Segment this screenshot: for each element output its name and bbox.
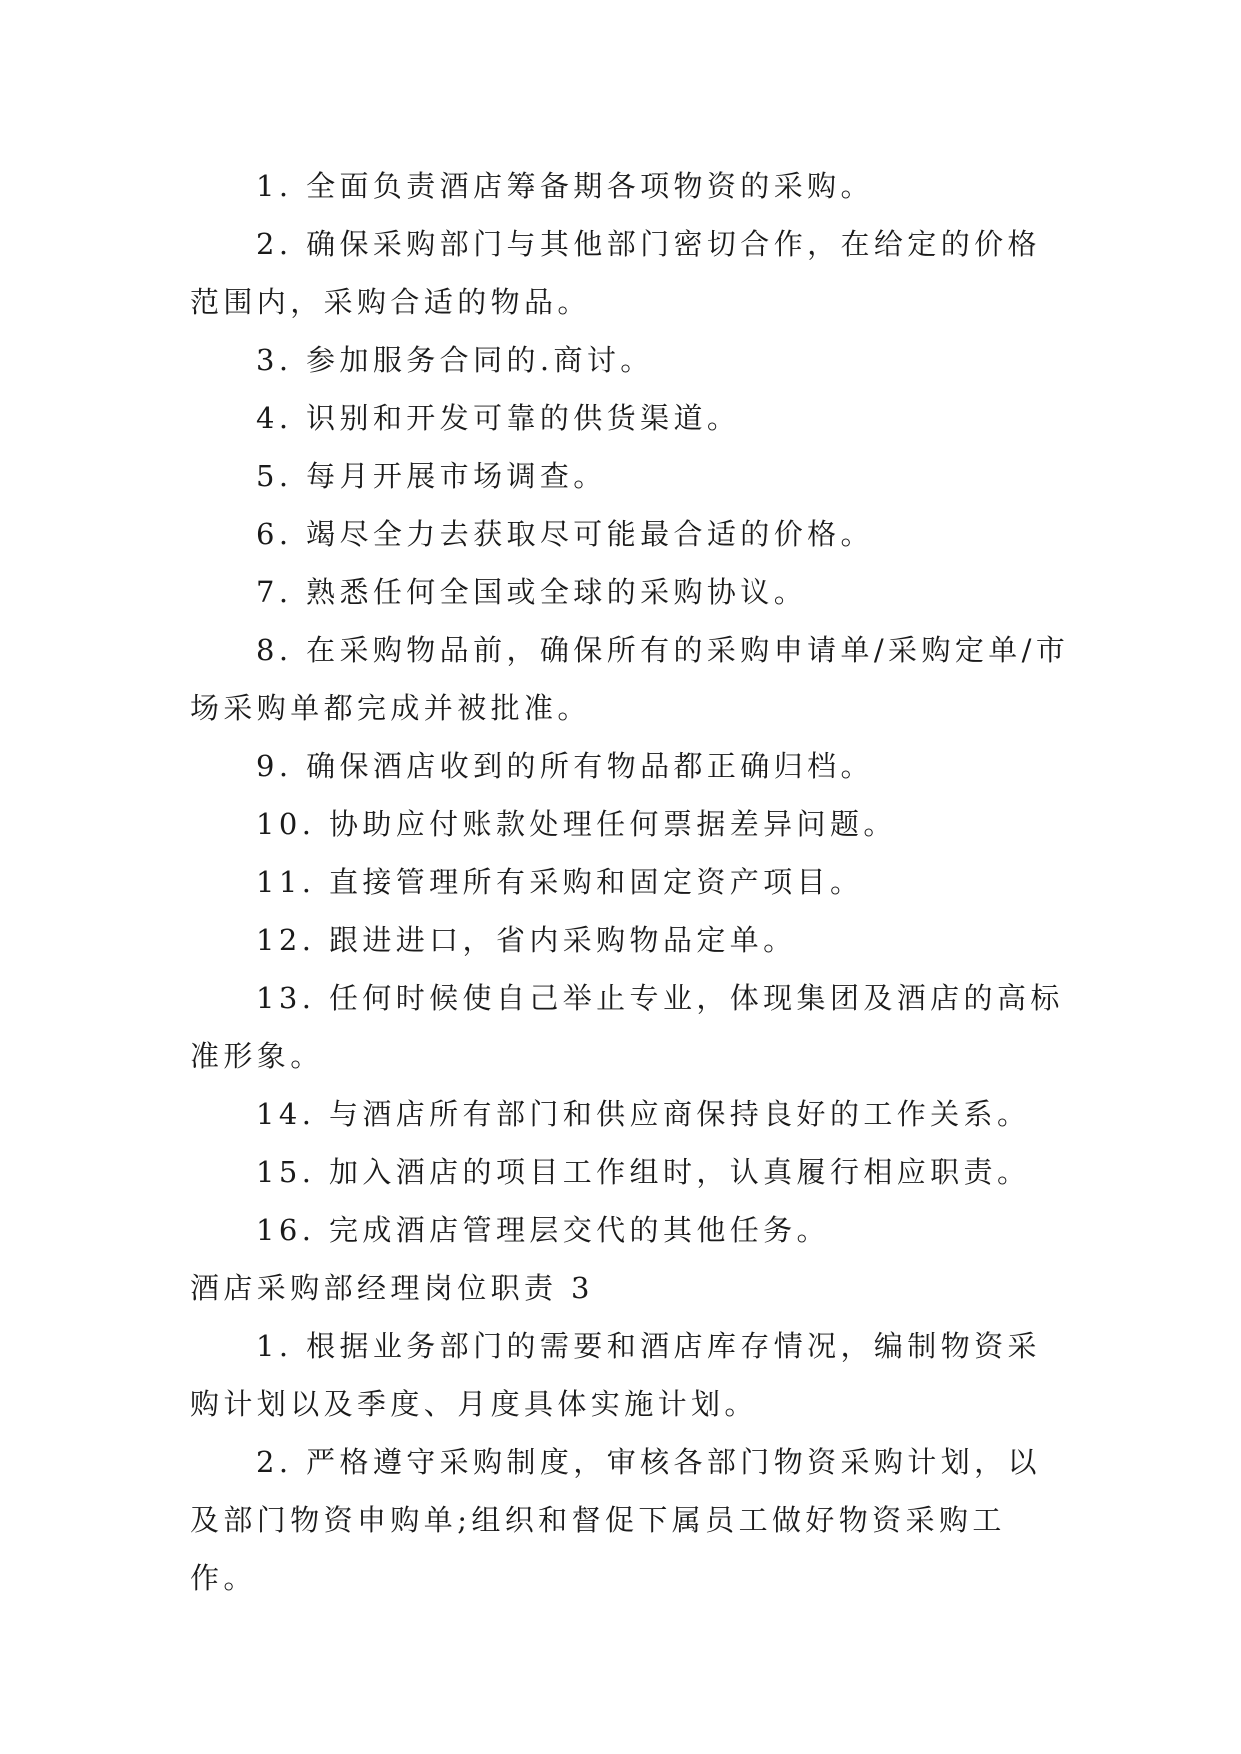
list-item: 9. 确保酒店收到的所有物品都正确归档。	[256, 749, 874, 783]
list-item: 14. 与酒店所有部门和供应商保持良好的工作关系。	[256, 1097, 1031, 1131]
list-item: 3. 参加服务合同的.商讨。	[256, 343, 654, 377]
list-item: 16. 完成酒店管理层交代的其他任务。	[256, 1213, 830, 1247]
list-item: 12. 跟进进口，省内采购物品定单。	[256, 923, 797, 957]
list-item: 13. 任何时候使自己举止专业，体现集团及酒店的高标准形象。	[190, 981, 1064, 1073]
list-item: 2. 严格遵守采购制度，审核各部门物资采购计划，以及部门物资申购单;组织和督促下属员工做好物资采购工作。	[190, 1445, 1041, 1595]
list-item: 5. 每月开展市场调查。	[256, 459, 607, 493]
list-item: 7. 熟悉任何全国或全球的采购协议。	[256, 575, 808, 609]
list-item: 4. 识别和开发可靠的供货渠道。	[256, 401, 741, 435]
list-item: 11. 直接管理所有采购和固定资产项目。	[256, 865, 864, 899]
section-heading: 酒店采购部经理岗位职责 3	[190, 1271, 594, 1305]
list-item: 8. 在采购物品前，确保所有的采购申请单/采购定单/市场采购单都完成并被批准。	[190, 633, 1070, 725]
list-item: 1. 全面负责酒店筹备期各项物资的采购。	[256, 169, 874, 203]
list-item: 1. 根据业务部门的需要和酒店库存情况，编制物资采购计划以及季度、月度具体实施计划。	[190, 1329, 1041, 1421]
list-item: 15. 加入酒店的项目工作组时，认真履行相应职责。	[256, 1155, 1031, 1189]
document-body	[190, 157, 1070, 1607]
list-item: 6. 竭尽全力去获取尽可能最合适的价格。	[256, 517, 874, 551]
list-item: 10. 协助应付账款处理任何票据差异问题。	[256, 807, 897, 841]
list-item: 2. 确保采购部门与其他部门密切合作，在给定的价格范围内，采购合适的物品。	[190, 227, 1041, 319]
